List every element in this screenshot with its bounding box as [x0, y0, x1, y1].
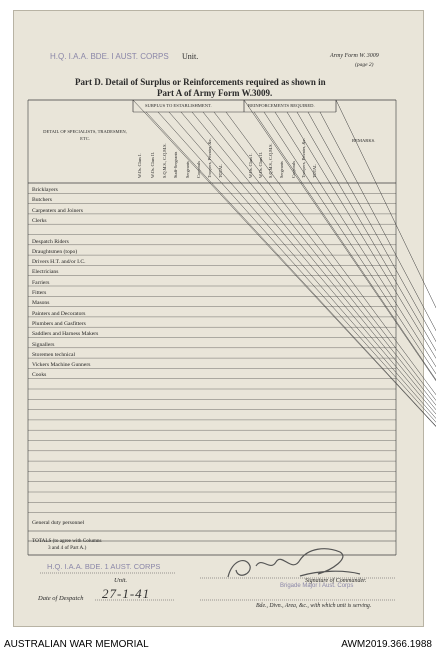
- reinforcement-column-header: S.Q.M.S., C.Q.M.S.: [268, 143, 273, 178]
- reinforcement-column-header: W.Os. Class I.: [248, 153, 253, 178]
- signature-stroke: [228, 549, 360, 577]
- table-row-label: Bricklayers: [32, 187, 58, 193]
- surplus-column-header: Sergeants: [185, 161, 190, 178]
- table-row-label: Storemen technical: [32, 351, 76, 358]
- caption-bar: [0, 636, 436, 653]
- table-row-label: Masons: [32, 300, 50, 307]
- caption-left: AUSTRALIAN WAR MEMORIAL: [4, 639, 149, 650]
- table-row-label: Plumbers and Gasfitters: [32, 320, 86, 327]
- table-row-label: Signallers: [32, 341, 55, 348]
- caption-right: AWM2019.366.1988: [341, 639, 432, 650]
- reinforcement-column-header: Sergeants: [279, 161, 284, 178]
- general-duty-label: General duty personnel: [32, 520, 85, 526]
- footer-unit-stamp: H.Q. I.A.A. BDE. 1 AUST. CORPS: [47, 562, 161, 571]
- table-row-label: Drivers H.T. and/or I.C.: [32, 259, 86, 266]
- table-row-label: Painters and Decorators: [32, 310, 86, 317]
- date-of-despatch-label: Date of Despatch: [38, 595, 84, 602]
- unit-label: Unit.: [182, 52, 199, 61]
- table-row-label: Cooks: [32, 372, 47, 379]
- remarks-header: REMARKS.: [352, 138, 376, 143]
- surplus-column-header: W.Os. Class II.: [150, 152, 155, 178]
- surplus-column-header: Corporals: [196, 161, 201, 178]
- table-row-label: Draughtsmen (topo): [32, 248, 78, 255]
- surplus-column-header: Troopers, Privates, &c.: [207, 138, 212, 178]
- reinforcement-column-header: W.Os. Class II.: [258, 152, 263, 178]
- brigade-major-stamp: Brigade Major I Aust. Corps: [280, 583, 354, 589]
- surplus-column-header: TOTAL: [218, 164, 223, 178]
- reinforcement-column-header: Corporals: [291, 161, 296, 178]
- date-of-despatch-value: 27-1-41: [102, 586, 151, 601]
- form-title-line1: Part D. Detail of Surplus or Reinforcements required as shown in: [75, 77, 326, 87]
- surplus-column-header: Staff-Sergeants: [173, 151, 178, 178]
- surplus-column-header: W.Os. Class I.: [137, 153, 142, 178]
- reinforcements-header: REINFORCEMENTS REQUIRED.: [248, 103, 315, 108]
- table-row-label: Farriers: [32, 279, 50, 286]
- surplus-header: SURPLUS TO ESTABLISHMENT.: [145, 103, 212, 108]
- form-reference: Army Form W. 3009: [330, 53, 379, 59]
- surplus-column-header: S.Q.M.S., C.Q.M.S.: [162, 143, 167, 178]
- table-row-label: Fitters: [32, 290, 47, 296]
- reinforcement-column-header: TOTAL: [312, 164, 317, 178]
- totals-label-line2: 3 and 4 of Part A.): [48, 545, 87, 551]
- table-row-label: Clerks: [32, 217, 47, 224]
- bde-note: Bde., Divn., Area, &c., with which unit is serving.: [256, 603, 372, 609]
- table-row-label: Carpenters and Joiners: [32, 207, 83, 214]
- table-row-label: Vickers Machine Gunners: [32, 362, 91, 369]
- reinforcement-column-header: Troopers, Privates, &c.: [301, 138, 306, 178]
- table-row-label: Electricians: [32, 269, 59, 276]
- page-reference: (page 2): [355, 62, 374, 68]
- table-row-label: Butchers: [32, 197, 52, 204]
- totals-label-line1: TOTALS (to agree with Columns: [32, 538, 102, 544]
- table-row-label: Saddlers and Harness Makers: [32, 331, 99, 338]
- footer-unit-label: Unit.: [114, 577, 128, 584]
- detail-header: DETAIL OF SPECIALISTS, TRADESMEN, ETC.: [43, 129, 127, 142]
- unit-stamp: H.Q. I.A.A. BDE. I AUST. CORPS: [50, 52, 169, 61]
- signature-label: Signature of Commander.: [305, 578, 367, 584]
- table-row-label: Despatch Riders: [32, 238, 69, 245]
- form-title-line2: Part A of Army Form W.3009.: [157, 88, 273, 98]
